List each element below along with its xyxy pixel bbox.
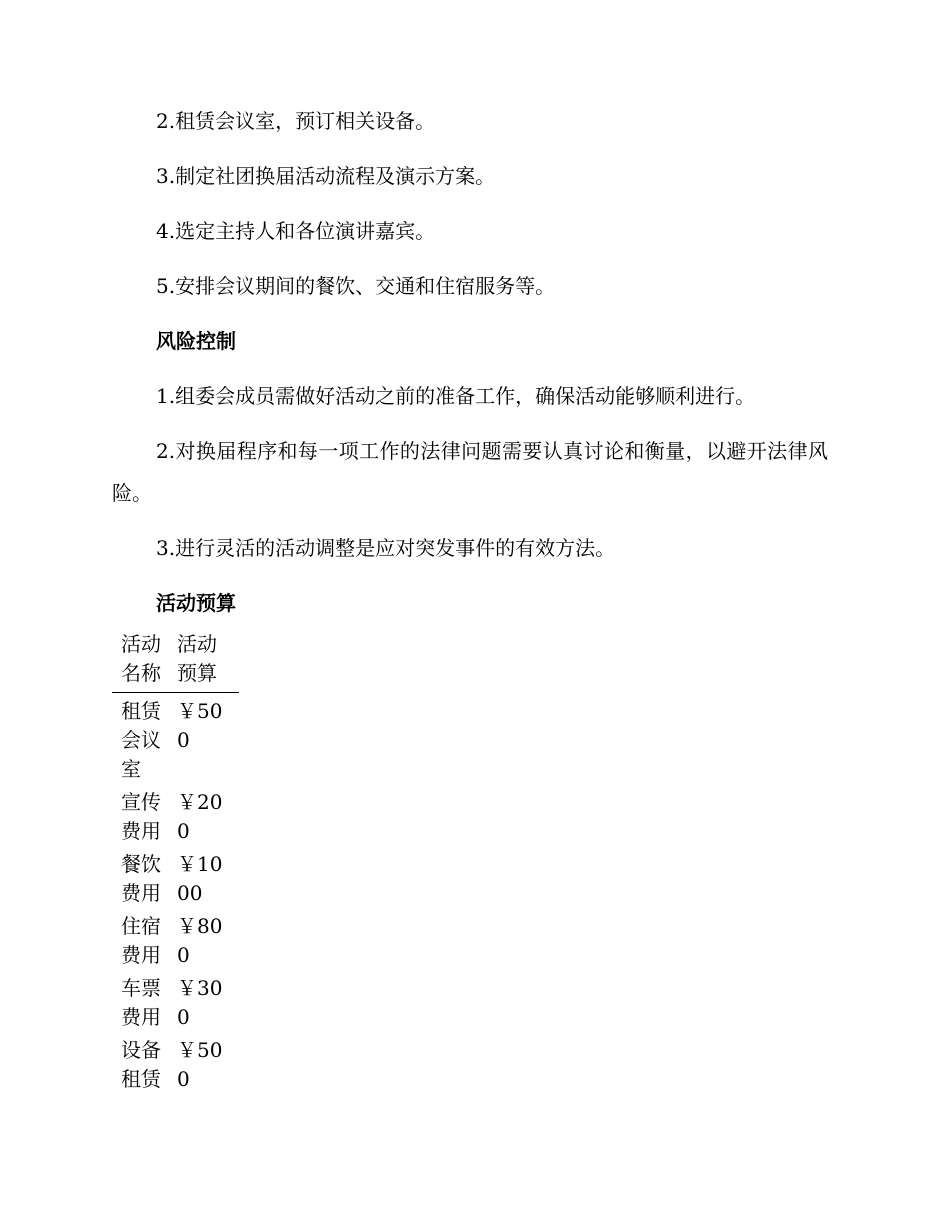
risk-item: 1.组委会成员需做好活动之前的准备工作，确保活动能够顺利进行。 [156,384,756,408]
step-item: 3.制定社团换届活动流程及演示方案。 [156,164,496,188]
risk-item: 3.进行灵活的活动调整是应对突发事件的有效方法。 [156,536,616,560]
budget-item-amount: ￥500 [177,699,223,752]
column-header-amount: 活动预算 [177,632,217,685]
table-row [112,1036,239,1098]
step-item: 2.租赁会议室，预订相关设备。 [156,109,436,133]
budget-item-amount: ￥200 [177,790,223,843]
budget-item-name: 餐饮费用 [121,852,161,905]
risk-control-heading: 风险控制 [156,329,236,353]
table-row [112,912,239,974]
step-item: 5.安排会议期间的餐饮、交通和住宿服务等。 [156,274,556,298]
budget-item-name: 租赁会议室 [121,699,161,781]
budget-item-amount: ￥300 [177,976,223,1029]
budget-table [112,630,239,1098]
budget-item-amount: ￥1000 [177,852,223,905]
budget-item-name: 住宿费用 [121,914,161,967]
column-header-name: 活动名称 [121,632,161,685]
risk-item: 2.对换届程序和每一项工作的法律问题需要认真讨论和衡量，以避开法律风险。 [112,439,828,505]
table-row [112,788,239,850]
step-item: 4.选定主持人和各位演讲嘉宾。 [156,219,436,243]
document-page [112,100,828,1098]
budget-heading: 活动预算 [156,591,236,615]
budget-item-name: 设备租赁 [121,1038,161,1091]
budget-item-name: 车票费用 [121,976,161,1029]
budget-table-header [112,630,239,693]
budget-item-name: 宣传费用 [121,790,161,843]
table-row [112,974,239,1036]
table-row [112,693,239,789]
budget-item-amount: ￥800 [177,914,223,967]
table-row [112,850,239,912]
budget-item-amount: ￥500 [177,1038,223,1091]
